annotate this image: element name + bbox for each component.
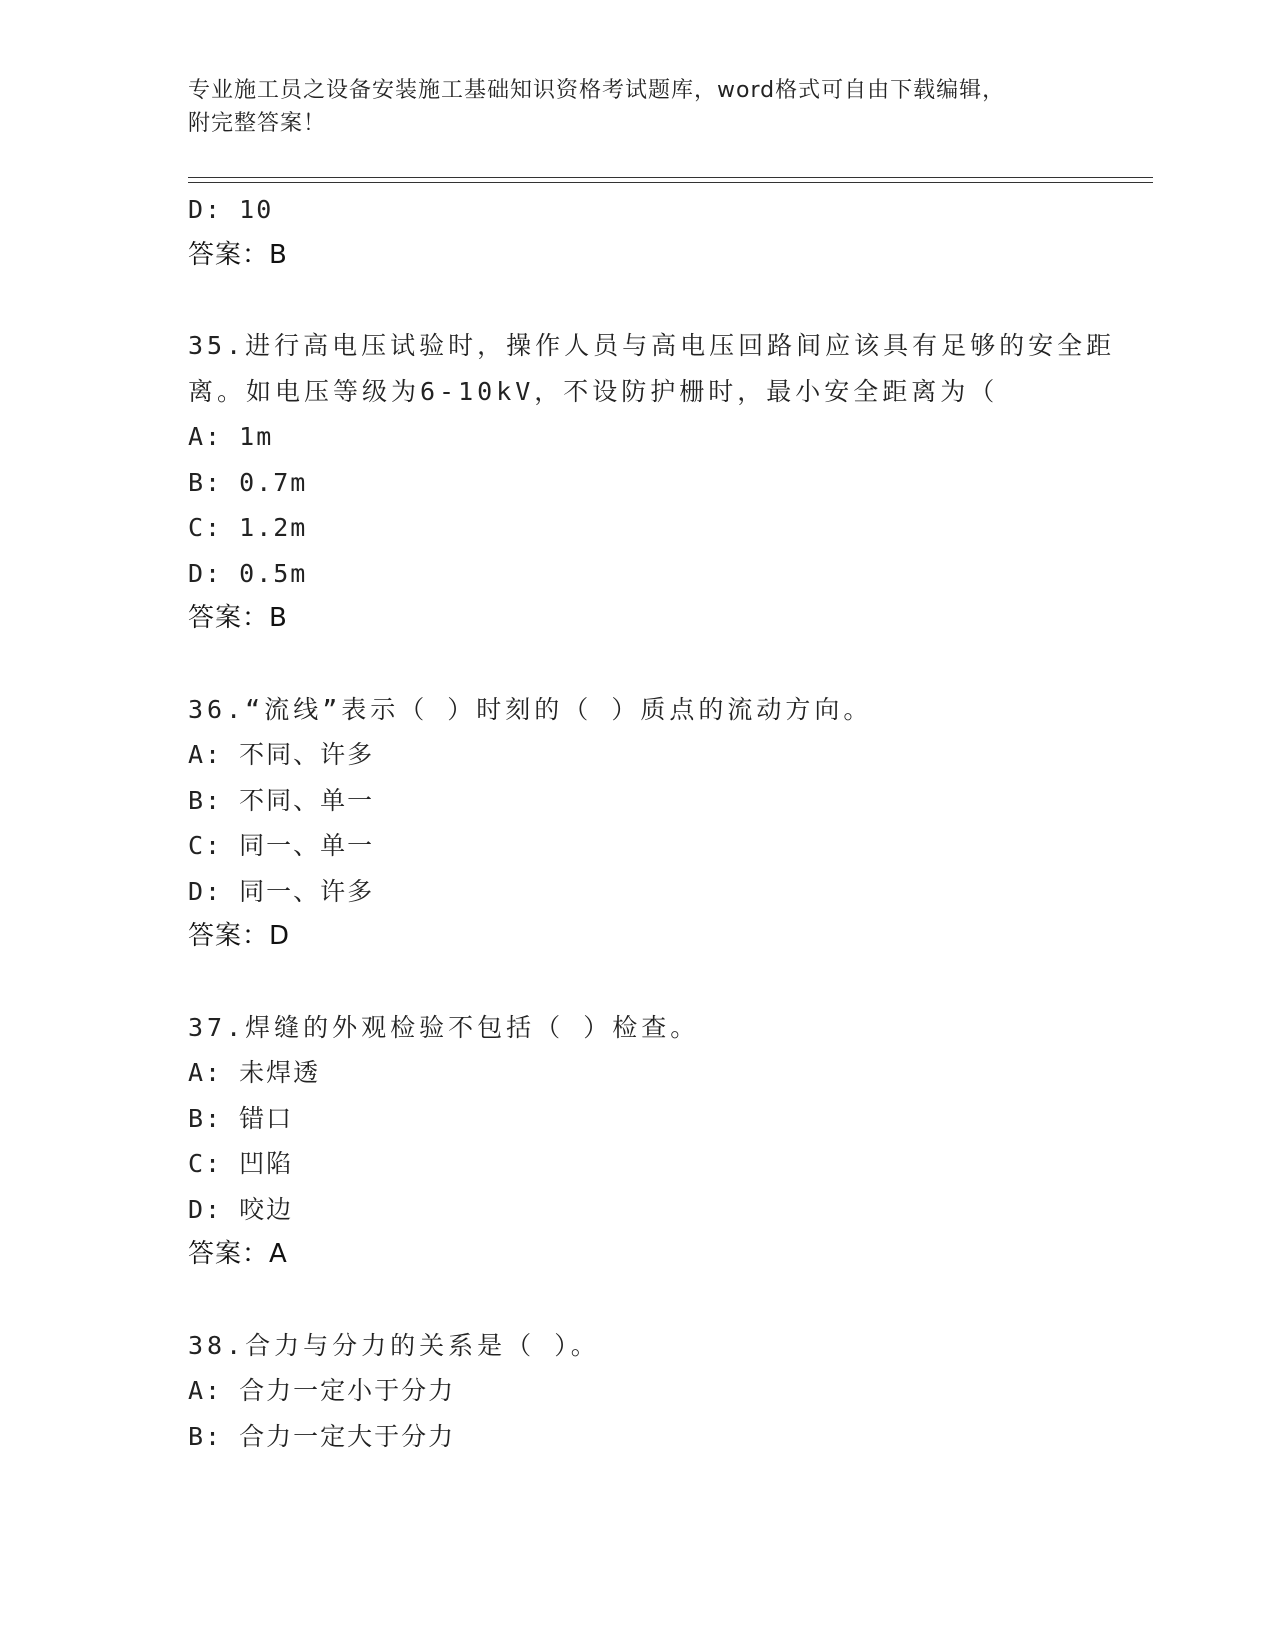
option-d: D: 咬边 [188, 1194, 294, 1224]
answer-line: 答案：B [188, 239, 288, 270]
option-b: B: 不同、单一 [188, 785, 375, 815]
question-37 [188, 1005, 1153, 1278]
question-stem: 35.进行高电压试验时，操作人员与高电压回路间应该具有足够的安全距离。如电压等级为6-10kV，不设防护栅时，最小安全距离为（ [188, 331, 1116, 406]
option-c: C: 1.2m [188, 513, 308, 542]
option-d: D: 0.5m [188, 558, 308, 588]
header-line-1: 专业施工员之设备安装施工基础知识资格考试题库，word格式可自由下载编辑， [188, 78, 1006, 103]
option-c: C: 同一、单一 [188, 831, 375, 860]
option-b: B: 合力一定大于分力 [188, 1421, 456, 1451]
answer-line: 答案：A [188, 1239, 288, 1269]
option-b: B: 0.7m [188, 467, 308, 497]
option-d: D: 同一、许多 [188, 876, 375, 906]
document-header [188, 74, 1088, 140]
option-a: A: 未焊透 [188, 1058, 321, 1087]
question-stem: 38.合力与分力的关系是（ ）。 [188, 1330, 600, 1360]
document-body [188, 187, 1153, 1459]
question-36 [188, 687, 1153, 960]
header-line-2: 附完整答案！ [188, 111, 327, 136]
answer-line: 答案：D [188, 921, 291, 951]
option-a: A: 合力一定小于分力 [188, 1376, 456, 1405]
answer-line: 答案：B [188, 603, 288, 633]
question-stem: 37.焊缝的外观检验不包括（ ）检查。 [188, 1012, 700, 1042]
question-38 [188, 1323, 1153, 1460]
question-stem: 36.“流线”表示（ ）时刻的（ ）质点的流动方向。 [188, 694, 873, 724]
option-a: A: 不同、许多 [188, 740, 375, 769]
question-35 [188, 323, 1153, 642]
option-d: D: 10 [188, 195, 274, 224]
option-c: C: 凹陷 [188, 1149, 294, 1178]
header-rule-top [188, 177, 1153, 178]
header-rule-bottom [188, 182, 1153, 183]
option-b: B: 错口 [188, 1103, 294, 1133]
option-a: A: 1m [188, 422, 274, 451]
